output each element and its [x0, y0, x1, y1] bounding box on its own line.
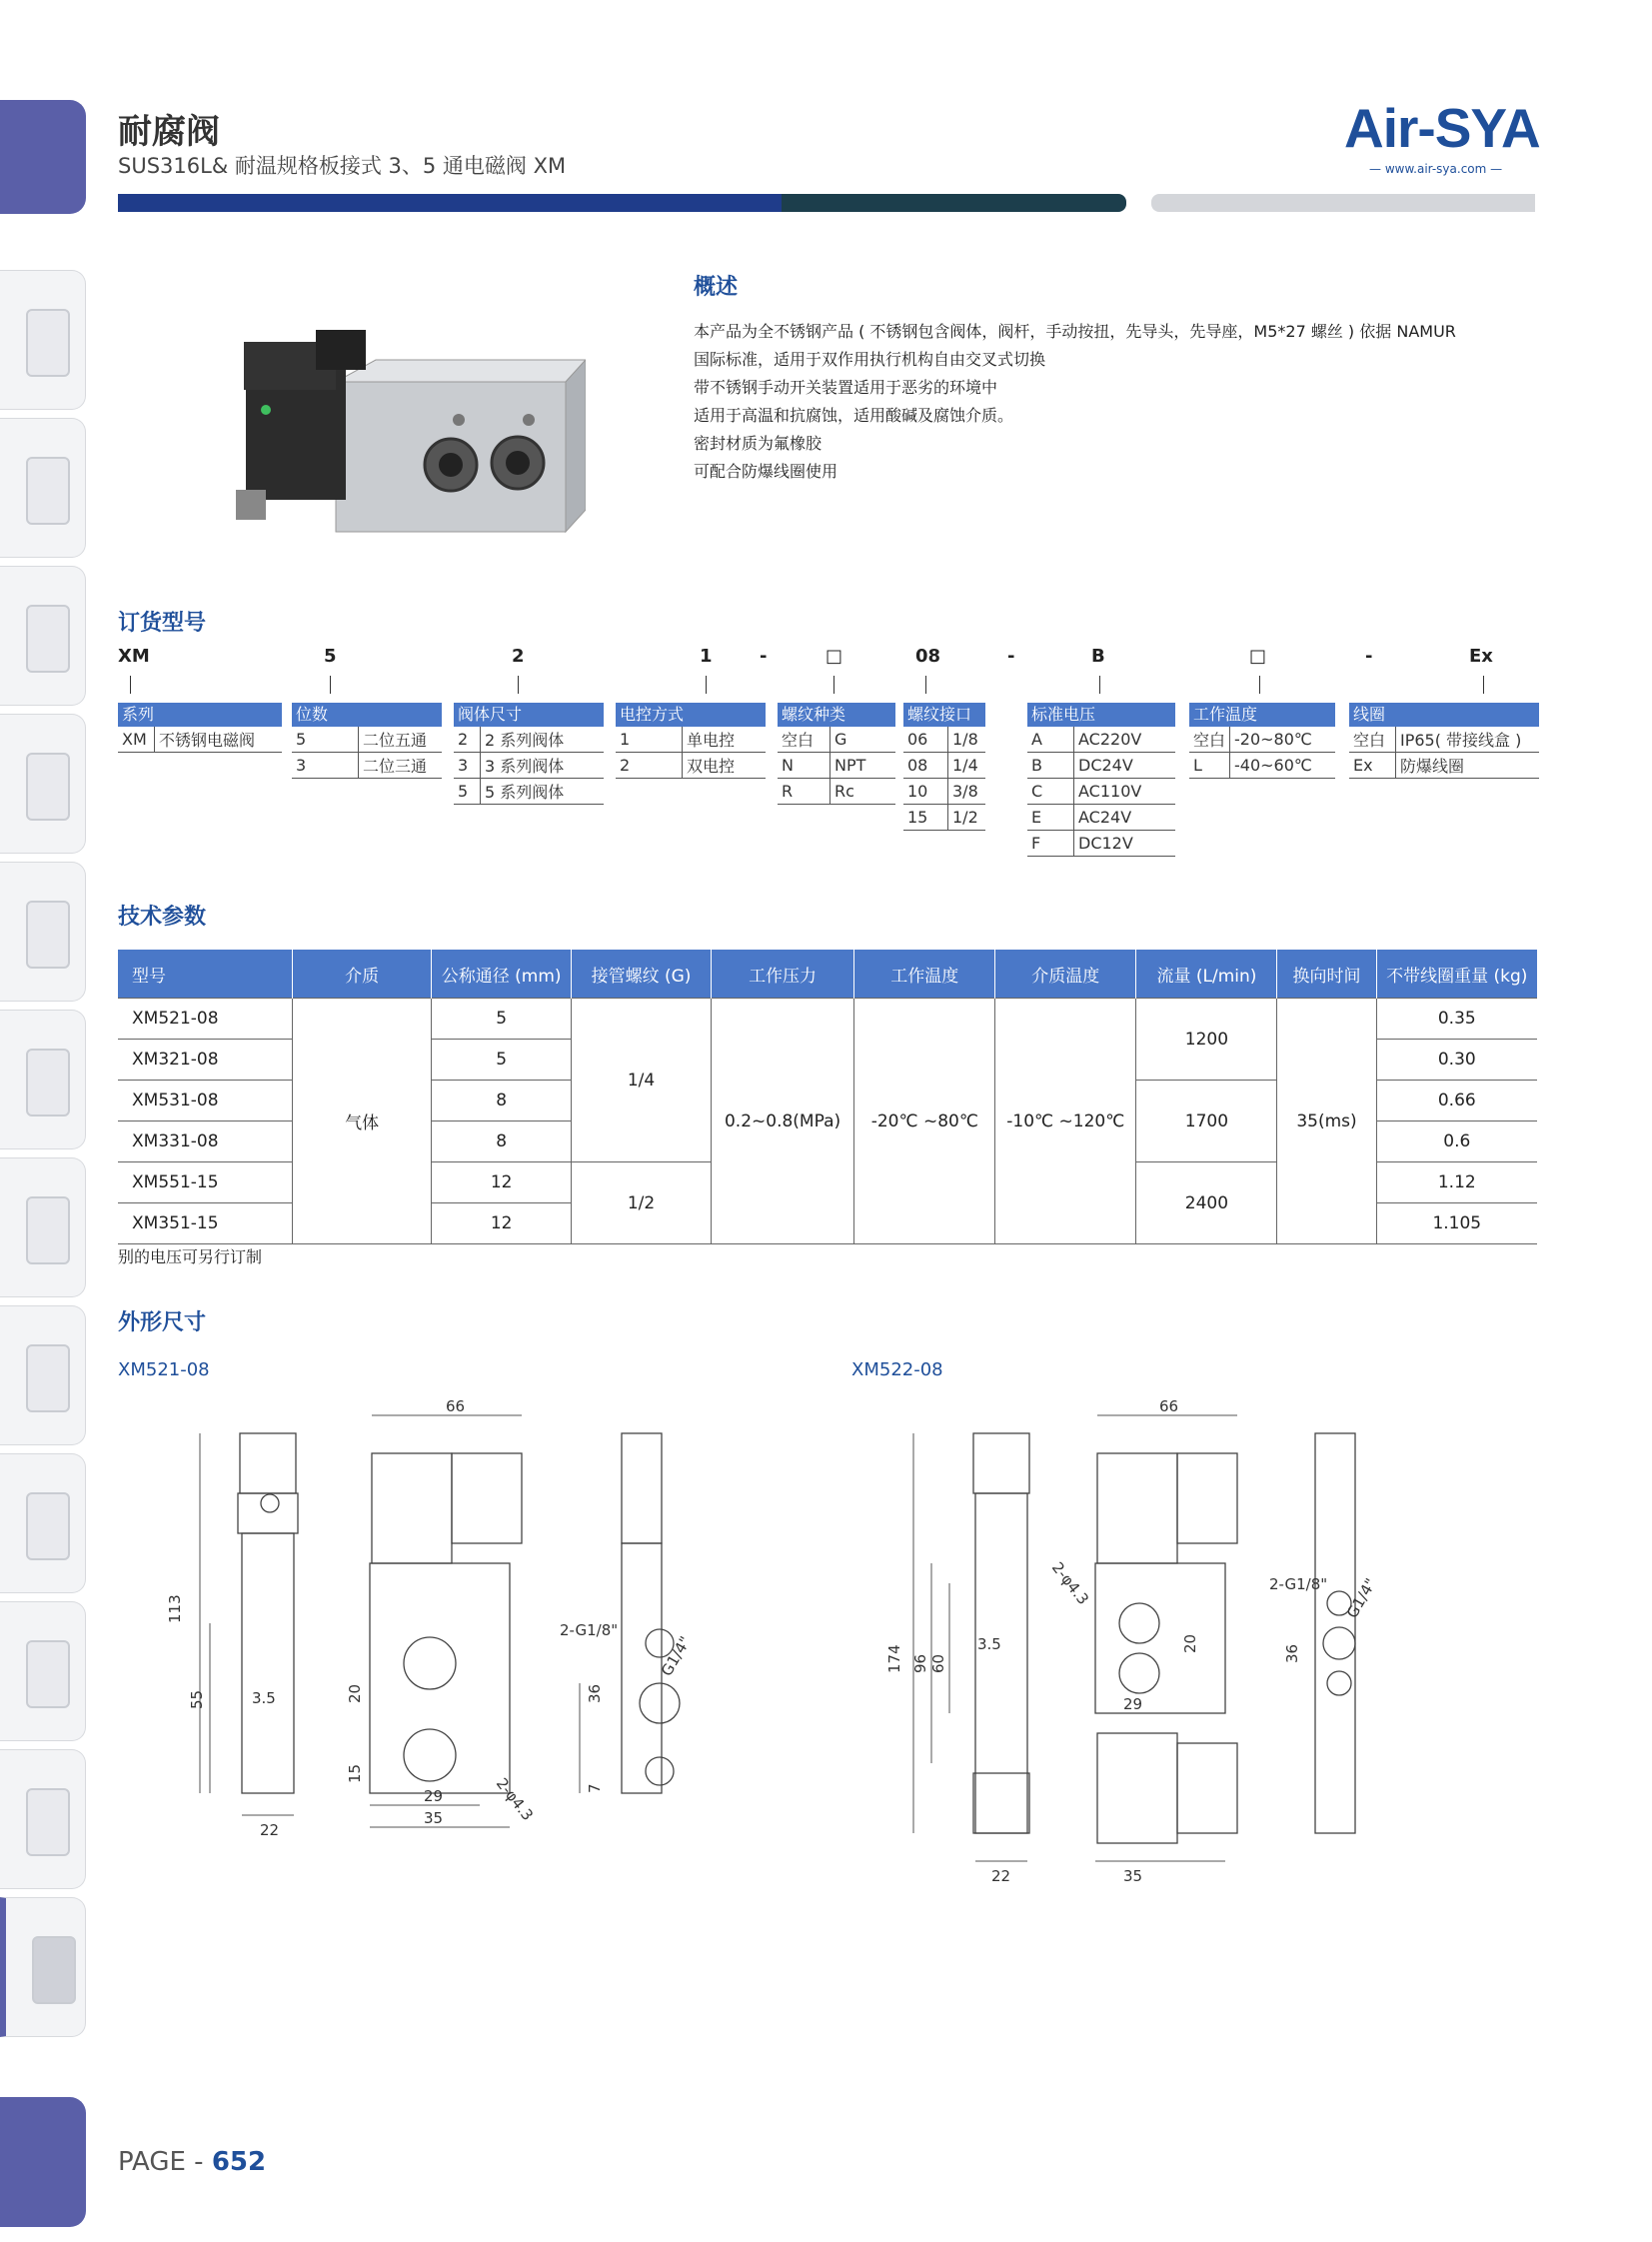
dims-right-label: XM522-08	[851, 1359, 943, 1380]
side-tab-cylinder[interactable]	[0, 1453, 86, 1593]
code-control: 1	[700, 646, 713, 667]
option-row	[1027, 727, 1175, 753]
option-group-thread-type	[778, 703, 895, 805]
overview-line: 本产品为全不锈钢产品 ( 不锈钢包含阀体，阀杆，手动按扭，先导头，先导座，M5*27 螺丝 ) 依据 NAMUR	[694, 322, 1456, 341]
code-body-size: 2	[512, 646, 525, 667]
drawing-xm521	[160, 1383, 760, 1843]
voltage-note: 别的电压可另行订制	[118, 1247, 263, 1266]
code-series: XM	[118, 646, 150, 667]
option-code: 15	[903, 805, 948, 831]
option-code: 5	[454, 779, 481, 805]
tech-header: 工作压力	[711, 950, 854, 999]
brand-url: — www.air-sya.com —	[1369, 162, 1503, 176]
tech-header: 介质温度	[995, 950, 1136, 999]
code-dash: -	[760, 646, 768, 667]
header-bar-grey	[1151, 194, 1535, 212]
dim-22: 22	[991, 1867, 1011, 1885]
option-desc: 单电控	[683, 727, 767, 753]
flow-cell: 1700	[1136, 1081, 1277, 1162]
dim-3-5: 3.5	[977, 1635, 1001, 1653]
option-row	[1349, 753, 1539, 779]
switch-time-cell: 35(ms)	[1277, 999, 1376, 1244]
side-tab-header	[0, 100, 86, 214]
option-group-port	[903, 703, 985, 831]
option-desc: 不锈钢电磁阀	[155, 727, 283, 753]
option-desc: 3/8	[948, 779, 986, 805]
dim-3-5: 3.5	[252, 1689, 276, 1707]
code-connector	[1259, 676, 1260, 694]
option-desc: 双电控	[683, 753, 767, 779]
option-header: 工作温度	[1189, 703, 1335, 727]
code-dash: -	[1365, 646, 1373, 667]
option-row	[454, 727, 604, 753]
tech-header: 流量 (L/min)	[1136, 950, 1277, 999]
dim-port-b: G1/4"	[657, 1633, 695, 1679]
option-row	[292, 727, 442, 753]
option-desc: AC24V	[1074, 805, 1176, 831]
code-connector	[925, 676, 926, 694]
model-cell: XM351-15	[118, 1203, 293, 1244]
tech-title: 技术参数	[118, 905, 207, 930]
option-code: 空白	[1349, 727, 1396, 753]
dim-35: 35	[1123, 1867, 1143, 1885]
option-row	[454, 779, 604, 805]
option-group-series	[118, 703, 282, 753]
model-cell: XM531-08	[118, 1081, 293, 1121]
weight-cell: 1.105	[1376, 1203, 1537, 1244]
option-header: 位数	[292, 703, 442, 727]
option-code: Ex	[1349, 753, 1396, 779]
option-row	[292, 753, 442, 779]
bore-cell: 12	[432, 1203, 572, 1244]
side-tab-fitting[interactable]	[0, 714, 86, 854]
thread-cell: 1/4	[572, 999, 711, 1162]
side-tab-unit[interactable]	[0, 1305, 86, 1445]
option-row	[1027, 831, 1175, 857]
option-desc: 1/2	[948, 805, 986, 831]
option-desc: IP65( 带接线盒 )	[1396, 727, 1540, 753]
table-row	[118, 999, 1537, 1040]
dim-20: 20	[1181, 1633, 1199, 1653]
code-connector	[1099, 676, 1100, 694]
option-header: 螺纹种类	[778, 703, 895, 727]
code-connector	[330, 676, 331, 694]
option-row	[616, 727, 766, 753]
weight-cell: 0.35	[1376, 999, 1537, 1040]
option-desc: 二位五通	[359, 727, 443, 753]
bore-cell: 12	[432, 1162, 572, 1203]
option-desc: AC110V	[1074, 779, 1176, 805]
option-desc: -40~60℃	[1230, 753, 1335, 779]
unit-icon	[26, 1344, 70, 1412]
brand-logo: Air-SYA	[1344, 97, 1540, 159]
dim-29: 29	[424, 1787, 444, 1805]
option-desc: AC220V	[1074, 727, 1176, 753]
dim-hole: 2-φ4.3	[1047, 1558, 1093, 1608]
option-code: 3	[292, 753, 359, 779]
option-code: 1	[616, 727, 683, 753]
option-code: XM	[118, 727, 155, 753]
dim-hole: 2-φ4.3	[492, 1774, 538, 1824]
tech-header: 公称通径 (mm)	[432, 950, 572, 999]
code-temp: □	[1249, 646, 1267, 667]
tech-table	[118, 950, 1537, 1244]
overview-line: 可配合防爆线圈使用	[694, 462, 838, 481]
option-code: 2	[616, 753, 683, 779]
dim-20: 20	[346, 1683, 364, 1703]
dim-width: 66	[1159, 1397, 1179, 1415]
model-cell: XM551-15	[118, 1162, 293, 1203]
option-desc: 二位三通	[359, 753, 443, 779]
option-row	[118, 727, 282, 753]
flow-cell: 2400	[1136, 1162, 1277, 1244]
dim-height: 174	[885, 1644, 903, 1673]
regulator-icon	[26, 605, 70, 673]
dim-36: 36	[586, 1683, 604, 1703]
order-title: 订货型号	[118, 611, 207, 636]
option-group-control	[616, 703, 766, 779]
tech-header-row	[118, 950, 1537, 999]
model-cell: XM521-08	[118, 999, 293, 1040]
option-row	[454, 753, 604, 779]
product-subtitle: SUS316L& 耐温规格板接式 3、5 通电磁阀 XM	[118, 154, 567, 178]
option-group-voltage	[1027, 703, 1175, 857]
tech-header: 换向时间	[1277, 950, 1376, 999]
overview-line: 适用于高温和抗腐蚀，适用酸碱及腐蚀介质。	[694, 406, 1014, 425]
option-row	[1027, 805, 1175, 831]
weight-cell: 0.66	[1376, 1081, 1537, 1121]
tech-header: 介质	[293, 950, 432, 999]
code-connector	[833, 676, 834, 694]
side-tab-valve[interactable]	[0, 862, 86, 1002]
solenoid-icon	[32, 1936, 76, 2004]
option-desc: 2 系列阀体	[481, 727, 605, 753]
side-tab-elbow[interactable]	[0, 1601, 86, 1741]
side-tab-silencer[interactable]	[0, 1749, 86, 1889]
option-group-positions	[292, 703, 442, 779]
option-code: C	[1027, 779, 1074, 805]
option-desc: NPT	[830, 753, 896, 779]
option-row	[1349, 727, 1539, 753]
dim-port-a: 2-G1/8"	[1269, 1575, 1328, 1593]
option-header: 电控方式	[616, 703, 766, 727]
option-group-temp	[1189, 703, 1335, 779]
bore-cell: 8	[432, 1121, 572, 1162]
option-desc: -20~80℃	[1230, 727, 1335, 753]
tech-header: 型号	[118, 950, 293, 999]
option-desc: 1/4	[948, 753, 986, 779]
code-connector	[518, 676, 519, 694]
pressure-cell: 0.2~0.8(MPa)	[711, 999, 854, 1244]
dim-port-a: 2-G1/8"	[560, 1621, 619, 1639]
dim-7: 7	[586, 1783, 604, 1793]
code-connector	[1483, 676, 1484, 694]
option-code: 空白	[778, 727, 830, 753]
side-tab-filter[interactable]	[0, 270, 86, 410]
option-desc: 3 系列阀体	[481, 753, 605, 779]
model-cell: XM321-08	[118, 1040, 293, 1081]
option-header: 阀体尺寸	[454, 703, 604, 727]
dim-35: 35	[424, 1809, 444, 1827]
silencer-icon	[26, 1788, 70, 1856]
tech-header: 工作温度	[854, 950, 995, 999]
option-code: N	[778, 753, 830, 779]
dim-h96: 96	[911, 1653, 929, 1673]
actuator-icon	[26, 1049, 70, 1117]
product-image	[236, 330, 586, 550]
dim-height: 113	[166, 1594, 184, 1623]
overview-text	[694, 318, 1543, 486]
model-cell: XM331-08	[118, 1121, 293, 1162]
code-coil: Ex	[1469, 646, 1493, 667]
weight-cell: 1.12	[1376, 1162, 1537, 1203]
option-code: B	[1027, 753, 1074, 779]
page-number: PAGE - 652	[118, 2147, 267, 2177]
option-row	[1189, 753, 1335, 779]
cylinder-icon	[26, 1492, 70, 1560]
tech-header: 不带线圈重量 (kg)	[1376, 950, 1537, 999]
code-port: 08	[915, 646, 941, 667]
option-code: 06	[903, 727, 948, 753]
option-row	[1189, 727, 1335, 753]
option-row	[778, 727, 895, 753]
option-code: A	[1027, 727, 1074, 753]
flow-cell: 1200	[1136, 999, 1277, 1081]
option-code: E	[1027, 805, 1074, 831]
dim-width: 66	[446, 1397, 466, 1415]
option-code: L	[1189, 753, 1230, 779]
option-row	[778, 753, 895, 779]
option-row	[903, 779, 985, 805]
dim-h55: 55	[188, 1689, 206, 1709]
option-header: 标准电压	[1027, 703, 1175, 727]
drawing-xm522	[879, 1383, 1439, 1893]
option-row	[903, 727, 985, 753]
thread-cell: 1/2	[572, 1162, 711, 1244]
weight-cell: 0.30	[1376, 1040, 1537, 1081]
option-desc: 防爆线圈	[1396, 753, 1540, 779]
option-desc: 1/8	[948, 727, 986, 753]
bore-cell: 8	[432, 1081, 572, 1121]
option-row	[778, 779, 895, 805]
code-connector	[130, 676, 131, 694]
filter-icon	[26, 309, 70, 377]
option-code: R	[778, 779, 830, 805]
option-code: 2	[454, 727, 481, 753]
dim-h60: 60	[929, 1653, 947, 1673]
option-desc: DC12V	[1074, 831, 1176, 857]
side-tab-solenoid[interactable]	[0, 1897, 86, 2037]
option-code: F	[1027, 831, 1074, 857]
weight-cell: 0.6	[1376, 1121, 1537, 1162]
side-tab-actuator[interactable]	[0, 1010, 86, 1149]
header-bar-dark	[782, 194, 1126, 212]
side-tab-regulator[interactable]	[0, 566, 86, 706]
option-header: 系列	[118, 703, 282, 727]
lubricator-icon	[26, 457, 70, 525]
option-desc: DC24V	[1074, 753, 1176, 779]
category-title: 耐腐阀	[118, 112, 220, 152]
option-code: 3	[454, 753, 481, 779]
bore-cell: 5	[432, 999, 572, 1040]
option-code: 5	[292, 727, 359, 753]
pump-icon	[26, 1196, 70, 1264]
dim-36: 36	[1283, 1643, 1301, 1663]
option-desc: 5 系列阀体	[481, 779, 605, 805]
work-temp-cell: -20℃ ~80℃	[854, 999, 995, 1244]
dim-29: 29	[1123, 1695, 1143, 1713]
bore-cell: 5	[432, 1040, 572, 1081]
option-header: 螺纹接口	[903, 703, 985, 727]
option-header: 线圈	[1349, 703, 1539, 727]
overview-line: 带不锈钢手动开关装置适用于恶劣的环境中	[694, 378, 998, 397]
option-group-coil	[1349, 703, 1539, 779]
medium-temp-cell: -10℃ ~120℃	[995, 999, 1136, 1244]
side-tab-pump[interactable]	[0, 1157, 86, 1297]
code-dash: -	[1007, 646, 1015, 667]
dim-port-b: G1/4"	[1342, 1575, 1380, 1621]
option-group-body-size	[454, 703, 604, 805]
code-connector	[706, 676, 707, 694]
option-row	[903, 753, 985, 779]
code-positions: 5	[324, 646, 337, 667]
option-code: 空白	[1189, 727, 1230, 753]
option-desc: G	[830, 727, 896, 753]
fitting-icon	[26, 753, 70, 821]
overview-line: 国际标准，适用于双作用执行机构自由交叉式切换	[694, 350, 1046, 369]
option-code: 10	[903, 779, 948, 805]
dim-22: 22	[260, 1821, 280, 1839]
option-code: 08	[903, 753, 948, 779]
dims-title: 外形尺寸	[118, 1310, 207, 1335]
side-tab-lubricator[interactable]	[0, 418, 86, 558]
overview-title: 概述	[694, 275, 739, 300]
tech-header: 接管螺纹 (G)	[572, 950, 711, 999]
elbow-icon	[26, 1640, 70, 1708]
dims-left-label: XM521-08	[118, 1359, 210, 1380]
option-row	[1027, 779, 1175, 805]
header-bar-blue	[118, 194, 782, 212]
side-tab-footer	[0, 2097, 86, 2227]
valve-icon	[26, 901, 70, 969]
code-voltage: B	[1091, 646, 1105, 667]
option-desc: Rc	[830, 779, 896, 805]
option-row	[1027, 753, 1175, 779]
medium-cell: 气体	[293, 999, 432, 1244]
option-row	[903, 805, 985, 831]
code-thread-type: □	[826, 646, 843, 667]
overview-line: 密封材质为氟橡胶	[694, 434, 823, 453]
dim-15: 15	[346, 1763, 364, 1783]
option-row	[616, 753, 766, 779]
